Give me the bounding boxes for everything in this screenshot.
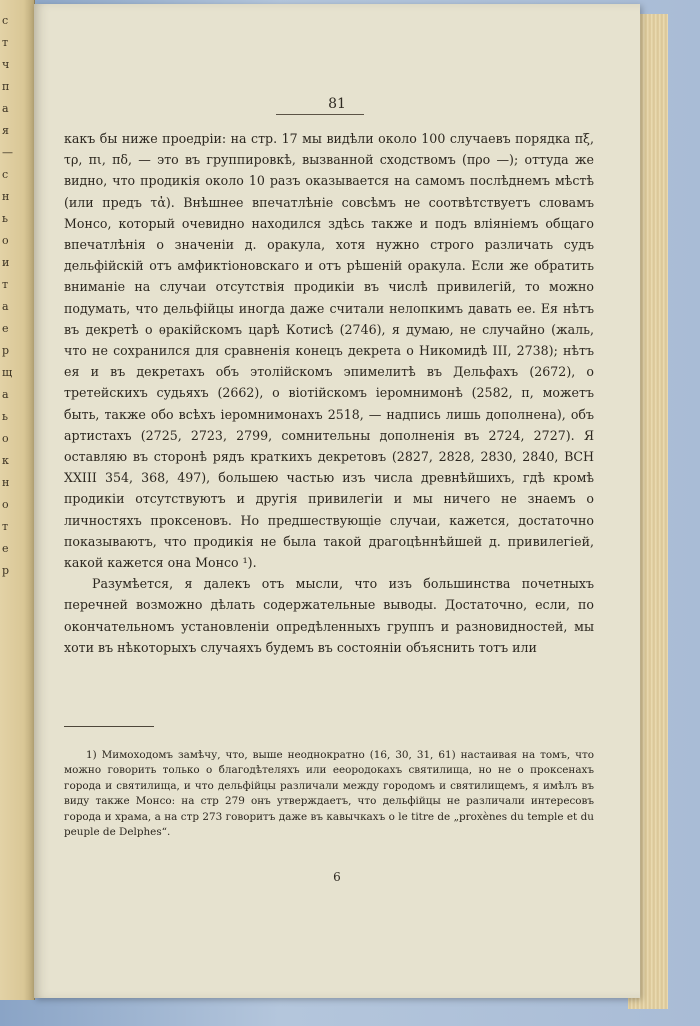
page-number: 81 — [328, 96, 346, 112]
footnote-rule — [64, 726, 154, 727]
left-page-margin-text: с т ч п а я — с н ь о и т а е р щ а ь о к н о т е р — [2, 14, 13, 577]
footnotes — [64, 748, 594, 840]
book-page — [34, 4, 640, 998]
header-rule — [276, 114, 364, 115]
body-text — [64, 128, 594, 658]
signature-mark: 6 — [333, 870, 341, 884]
left-page-edge — [0, 0, 35, 1000]
paragraph-2: Разумѣется, я далекъ отъ мысли, что изъ большинства почетныхъ перечней возможно дѣлать содержательные выводы. Достаточно, если, по окончательномъ установленіи опредѣленныхъ группъ и разновидностей, мы хоти въ нѣкоторыхъ случаяхъ будемъ въ состояніи объяснить тотъ или — [64, 576, 594, 655]
footnote-1: 1) Мимоходомъ замѣчу, что, выше неоднократно (16, 30, 31, 61) настаивая на томъ, что можно говорить только о благодѣтеляхъ или ееородокахъ святилища, но не о проксенахъ города и святилища, и что дельфійцы различали между городомъ и святилищемъ, я имѣлъ въ виду также Монсо: на стр 279 онъ утверждаетъ, что дельфійцы не различали интересовъ города и храма, а на стр 273 говоритъ даже въ кавычкахъ о le titre de „proxènes du temple et du peuple de Delphes“. — [64, 749, 594, 839]
paragraph-1: какъ бы ниже проедріи: на стр. 17 мы видѣли около 100 случаевъ порядка πξ, τρ, πι, πδ, — это въ группировкѣ, вызванной сходствомъ (προ —); оттуда же видно, что продикія около 10 разъ оказывается на самомъ послѣднемъ мѣстѣ (или предъ τἀ). Внѣшнее впечатлѣніе совсѣмъ не соотвѣтствуетъ словамъ Монсо, который очевидно находился здѣсь также и подъ вліяніемъ общаго впечатлѣнія о значеніи д. оракула, хотя нужно строго различать судъ дельфійскій отъ амфиктіоновскаго и отъ рѣшеній оракула. Если же обратить вниманіе на случаи отсутствія продикіи въ числѣ привилегій, то можно подумать, что дельфійцы иногда даже считали нелопкимъ давать ее. Ея нѣтъ въ декретѣ о ѳракійскомъ царѣ Котисѣ (2746), я думаю, не случайно (жаль, что не сохранился для сравненія конецъ декрета о Никомидѣ III, 2738); нѣтъ ея и въ декретахъ объ этолійскомъ эпимелитѣ въ Дельфахъ (2672), о третейскихъ судьяхъ (2662), о віотійскомъ іеромнимонѣ (2582, п, можетъ быть, также обо всѣхъ іеромнимонахъ 2518, — надпись лишь дополнена), объ артистахъ (2725, 2723, 2799, сомнительны дополненія въ 2724, 2727). Я оставляю въ сторонѣ рядъ краткихъ декретовъ (2827, 2828, 2830, 2840, ВСН XXIII 354, 368, 497), большею частью изъ числа древнѣйшихъ, гдѣ кромѣ продикіи отсутствуютъ и другія привилегіи и мы ничего не знаемъ о личностяхъ проксеновъ. Но предшествующіе случаи, кажется, достаточно показываютъ, что продикія не была такой драгоцѣннѣйшей д. привилегіей, какой кажется она Монсо ¹). — [64, 131, 594, 571]
